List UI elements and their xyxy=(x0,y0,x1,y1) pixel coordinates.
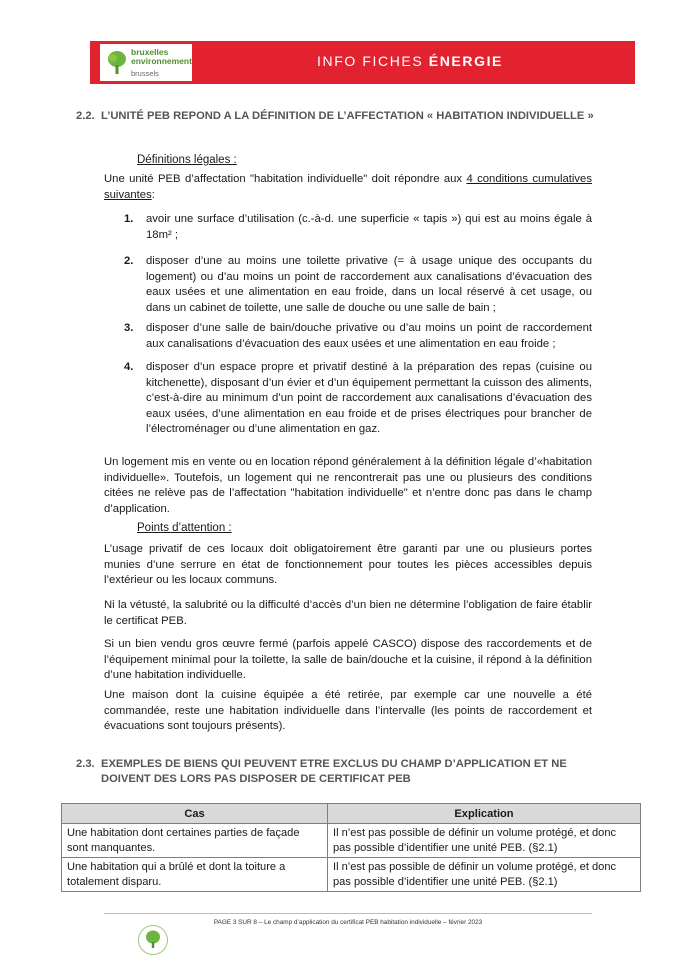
table-cell: Il n’est pas possible de définir un volume protégé, et donc pas possible d’identifier une unité PEB. (§2.1) xyxy=(328,858,641,892)
logo-wordmark: bruxelles environnement xyxy=(131,47,192,66)
table-cell: Il n’est pas possible de définir un volume protégé, et donc pas possible d’identifier une unité PEB. (§2.1) xyxy=(328,824,641,858)
footer-divider xyxy=(104,913,592,914)
footer-logo xyxy=(138,925,168,955)
attention-paragraph: L’usage privatif de ces locaux doit obligatoirement être garanti par une ou plusieurs portes munies d’une serrure en état de fonctionnement pour toutes les pièces accessibles depuis l’extérieur ou les locaux communs. xyxy=(104,543,592,587)
table-row xyxy=(62,858,641,892)
table-row xyxy=(62,824,641,858)
section-2-2-heading: 2.2. L’UNITÉ PEB REPOND A LA DÉFINITION DE L’AFFECTATION « HABITATION INDIVIDUELLE » xyxy=(76,110,594,122)
column-header-cas: Cas xyxy=(62,804,328,824)
section-2-3-heading: 2.3. EXEMPLES DE BIENS QUI PEUVENT ETRE EXCLUS DU CHAMP D’APPLICATION ET NE DOIVENT DES LORS PAS DISPOSER DE CERTIFICAT PEB xyxy=(76,758,567,785)
condition-item: 4. disposer d’un espace propre et privatif destiné à la préparation des repas (cuisine ou kitchenette), disposant d’un évier et d’un équipement permettant la cuisson des aliments, c’est-à-dire au minimum d’un point de raccordement aux canalisations d’évacuation des eaux usées, d’une alimentation en eau froide et de prises électriques pour brancher de l’électroménager ou d’une alimentation en gaz. xyxy=(124,361,592,436)
general-paragraph: Un logement mis en vente ou en location répond généralement à la définition légale d’«habitation individuelle». Toutefois, un logement qui ne rencontrerait pas une ou plusieurs des conditions citées ne relève pas de l’affectation "habitation individuelle" et n’entre donc pas dans le champ d’application. xyxy=(104,456,592,515)
attention-paragraph: Ni la vétusté, la salubrité ou la difficulté d’accès d’un bien ne détermine l’obligation de faire établir le certificat PEB. xyxy=(104,599,592,627)
attention-paragraph: Une maison dont la cuisine équipée a été retirée, par exemple car une nouvelle a été commandée, reste une habitation individuelle dans l’intervalle (les points de raccordement et évacuations sont toujours présents). xyxy=(104,689,592,733)
condition-item: 1. avoir une surface d’utilisation (c.-à-d. une superficie « tapis ») qui est au moins égale à 18m² ; xyxy=(124,213,592,241)
points-attention-subheading: Points d’attention : xyxy=(137,522,232,534)
tree-logo-icon xyxy=(139,926,167,954)
table-cell: Une habitation qui a brûlé et dont la toiture a totalement disparu. xyxy=(62,858,328,892)
exclusion-examples-table xyxy=(61,803,641,892)
tree-logo-icon xyxy=(106,50,128,76)
table-cell: Une habitation dont certaines parties de façade sont manquantes. xyxy=(62,824,328,858)
header-banner xyxy=(90,41,635,84)
condition-item: 2. disposer d’une au moins une toilette privative (= à usage unique des occupants du logement) ou d’au moins un point de raccordement aux canalisations d’évacuation des eaux usées et une alimentation en eau froide, dans un local réservé à cet usage, ou dans un cabinet de toilette, une salle de douche ou une salle de bain ; xyxy=(124,255,592,314)
table-header-row xyxy=(62,804,641,824)
logo-subtitle: brussels xyxy=(131,69,159,78)
legal-definitions-subheading: Définitions légales : xyxy=(137,154,237,166)
intro-paragraph: Une unité PEB d’affectation "habitation individuelle" doit répondre aux 4 conditions cumulatives suivantes: xyxy=(104,173,592,201)
footer-text: PAGE 3 SUR 8 – Le champ d’application du certificat PEB habitation individuelle – février 2023 xyxy=(213,919,483,926)
attention-paragraph: Si un bien vendu gros œuvre fermé (parfois appelé CASCO) dispose des raccordements et de l’équipement minimal pour la toilette, la salle de bain/douche et la cuisine, il répond à la définition d’une habitation individuelle. xyxy=(104,638,592,682)
header-title: INFO FICHES ÉNERGIE xyxy=(317,53,503,69)
condition-item: 3. disposer d’une salle de bain/douche privative ou d’au moins un point de raccordement aux canalisations d’évacuation des eaux usées et une alimentation en eau froide ; xyxy=(124,322,592,350)
brand-logo xyxy=(100,44,192,81)
column-header-explication: Explication xyxy=(328,804,641,824)
